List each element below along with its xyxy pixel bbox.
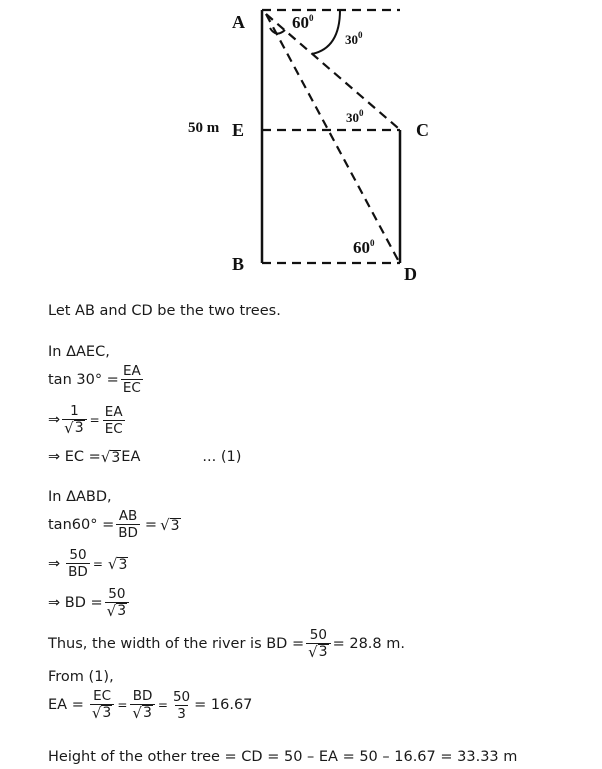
denominator: √ 3 [62, 419, 86, 437]
step-50-over-bd: ⇒ $\frac{50}{BD}$ = √ 3 [48, 547, 128, 580]
angle-arc-30 [312, 10, 340, 54]
denominator: BD [68, 564, 88, 580]
triangle-aec-text: In ΔAEC, [48, 344, 110, 360]
radicand: 3 [142, 705, 152, 721]
radicand: 3 [111, 450, 121, 466]
fraction-ab-bd [116, 508, 140, 541]
tan30-lhs: tan 30° = [48, 371, 119, 388]
sqrt3-expression: √ 3 [107, 554, 128, 573]
from1-text: From (1), [48, 669, 114, 685]
thus-text: Thus, the width of the river is BD = [48, 636, 305, 652]
angle-label-30-at-a: $30^0$ [345, 30, 363, 47]
numerator: 50 [69, 547, 87, 563]
fraction-bd-root3 [130, 688, 154, 722]
point-e-label: E [232, 120, 245, 140]
radicand: 3 [74, 420, 84, 436]
fraction-1-root3 [62, 403, 86, 437]
denominator: √ 3 [90, 704, 114, 722]
final-answer-text: Height of the other tree = CD = 50 – EA = 50 – 16.67 = 33.33 m [48, 749, 518, 765]
step3-lhs: ⇒ EC = [48, 449, 101, 465]
step-bd-equals [48, 586, 131, 620]
triangle-aec-heading [48, 344, 110, 360]
step-ec-result [48, 448, 241, 466]
denominator: 3 [177, 705, 186, 722]
numerator: EA [104, 403, 123, 420]
tree-diagram [0, 0, 602, 295]
denominator: BD [118, 525, 138, 541]
ea-calculation: EA = EC √ 3 = BD √ 3 = $\frac{50}{3}$ = 16.67 [48, 688, 253, 722]
river-width-line [48, 627, 405, 661]
bd-eq-lhs: ⇒ BD = [48, 595, 103, 611]
triangle-abd-text: In ΔABD, [48, 489, 112, 505]
height-label: 50 m [188, 120, 220, 136]
point-b-label: B [232, 254, 245, 274]
radicand: 3 [118, 556, 128, 573]
denominator: √ 3 [130, 704, 154, 722]
fraction-ec-root3 [90, 688, 114, 722]
fraction-ea-ec [103, 404, 125, 437]
angle-label-60-at-d: $60^0$ [353, 238, 375, 257]
denominator: √ 3 [306, 643, 330, 661]
numerator: 50 [108, 586, 126, 602]
radicand: 3 [170, 517, 180, 534]
ea-result: = 16.67 [194, 697, 253, 713]
fraction-50-3 [171, 689, 192, 722]
intro-text: Let AB and CD be the two trees. [48, 303, 281, 319]
ea-lhs: EA = [48, 697, 84, 713]
line-ad [266, 14, 398, 260]
fraction-ea-ec [121, 363, 143, 396]
step-one-over-root3: ⇒ 1 √ 3 = $\frac{EA}{EC}$ [48, 403, 123, 437]
tan60-equation: tan60° = $\frac{AB}{BD}$ = √ 3 [48, 508, 180, 541]
diagram-lines [0, 0, 602, 295]
fraction-50-root3 [105, 586, 129, 620]
tan60-lhs: tan60° = [48, 516, 115, 533]
fraction-50-bd [66, 547, 90, 580]
point-d-label: D [404, 264, 417, 284]
from-eq1-line [48, 669, 114, 685]
intro-line [48, 303, 281, 319]
point-c-label: C [416, 120, 429, 140]
tan30-equation [48, 363, 145, 396]
implies-symbol: ⇒ [48, 412, 61, 428]
step3-rhs: EA [121, 449, 141, 465]
triangle-abd-heading [48, 489, 112, 505]
numerator: EC [93, 688, 112, 704]
sqrt3-expression: √ 3 [160, 515, 180, 534]
final-answer-line [48, 749, 517, 765]
denominator: EC [122, 380, 141, 396]
sqrt3-expression: √ 3 [100, 448, 121, 466]
point-a-label: A [232, 12, 245, 32]
numerator: 50 [172, 688, 191, 705]
denominator: √ 3 [105, 602, 129, 620]
line-ac [266, 14, 398, 128]
equation-ref-1: ... (1) [202, 449, 242, 465]
radicand: 3 [117, 603, 127, 619]
bd-value: = 28.8 m. [332, 636, 405, 652]
numerator: AB [118, 508, 138, 524]
denominator: EC [104, 420, 123, 437]
numerator: EA [122, 363, 141, 379]
radicand: 3 [102, 705, 112, 721]
numerator: 50 [309, 627, 327, 643]
fraction-50-root3 [306, 627, 330, 661]
radicand: 3 [318, 644, 328, 660]
numerator: 1 [70, 403, 79, 419]
implies-symbol: ⇒ [48, 555, 61, 572]
angle-label-30-at-c: $30^0$ [346, 108, 364, 125]
angle-label-60-at-a: $60^0$ [292, 13, 314, 32]
numerator: BD [132, 688, 153, 704]
